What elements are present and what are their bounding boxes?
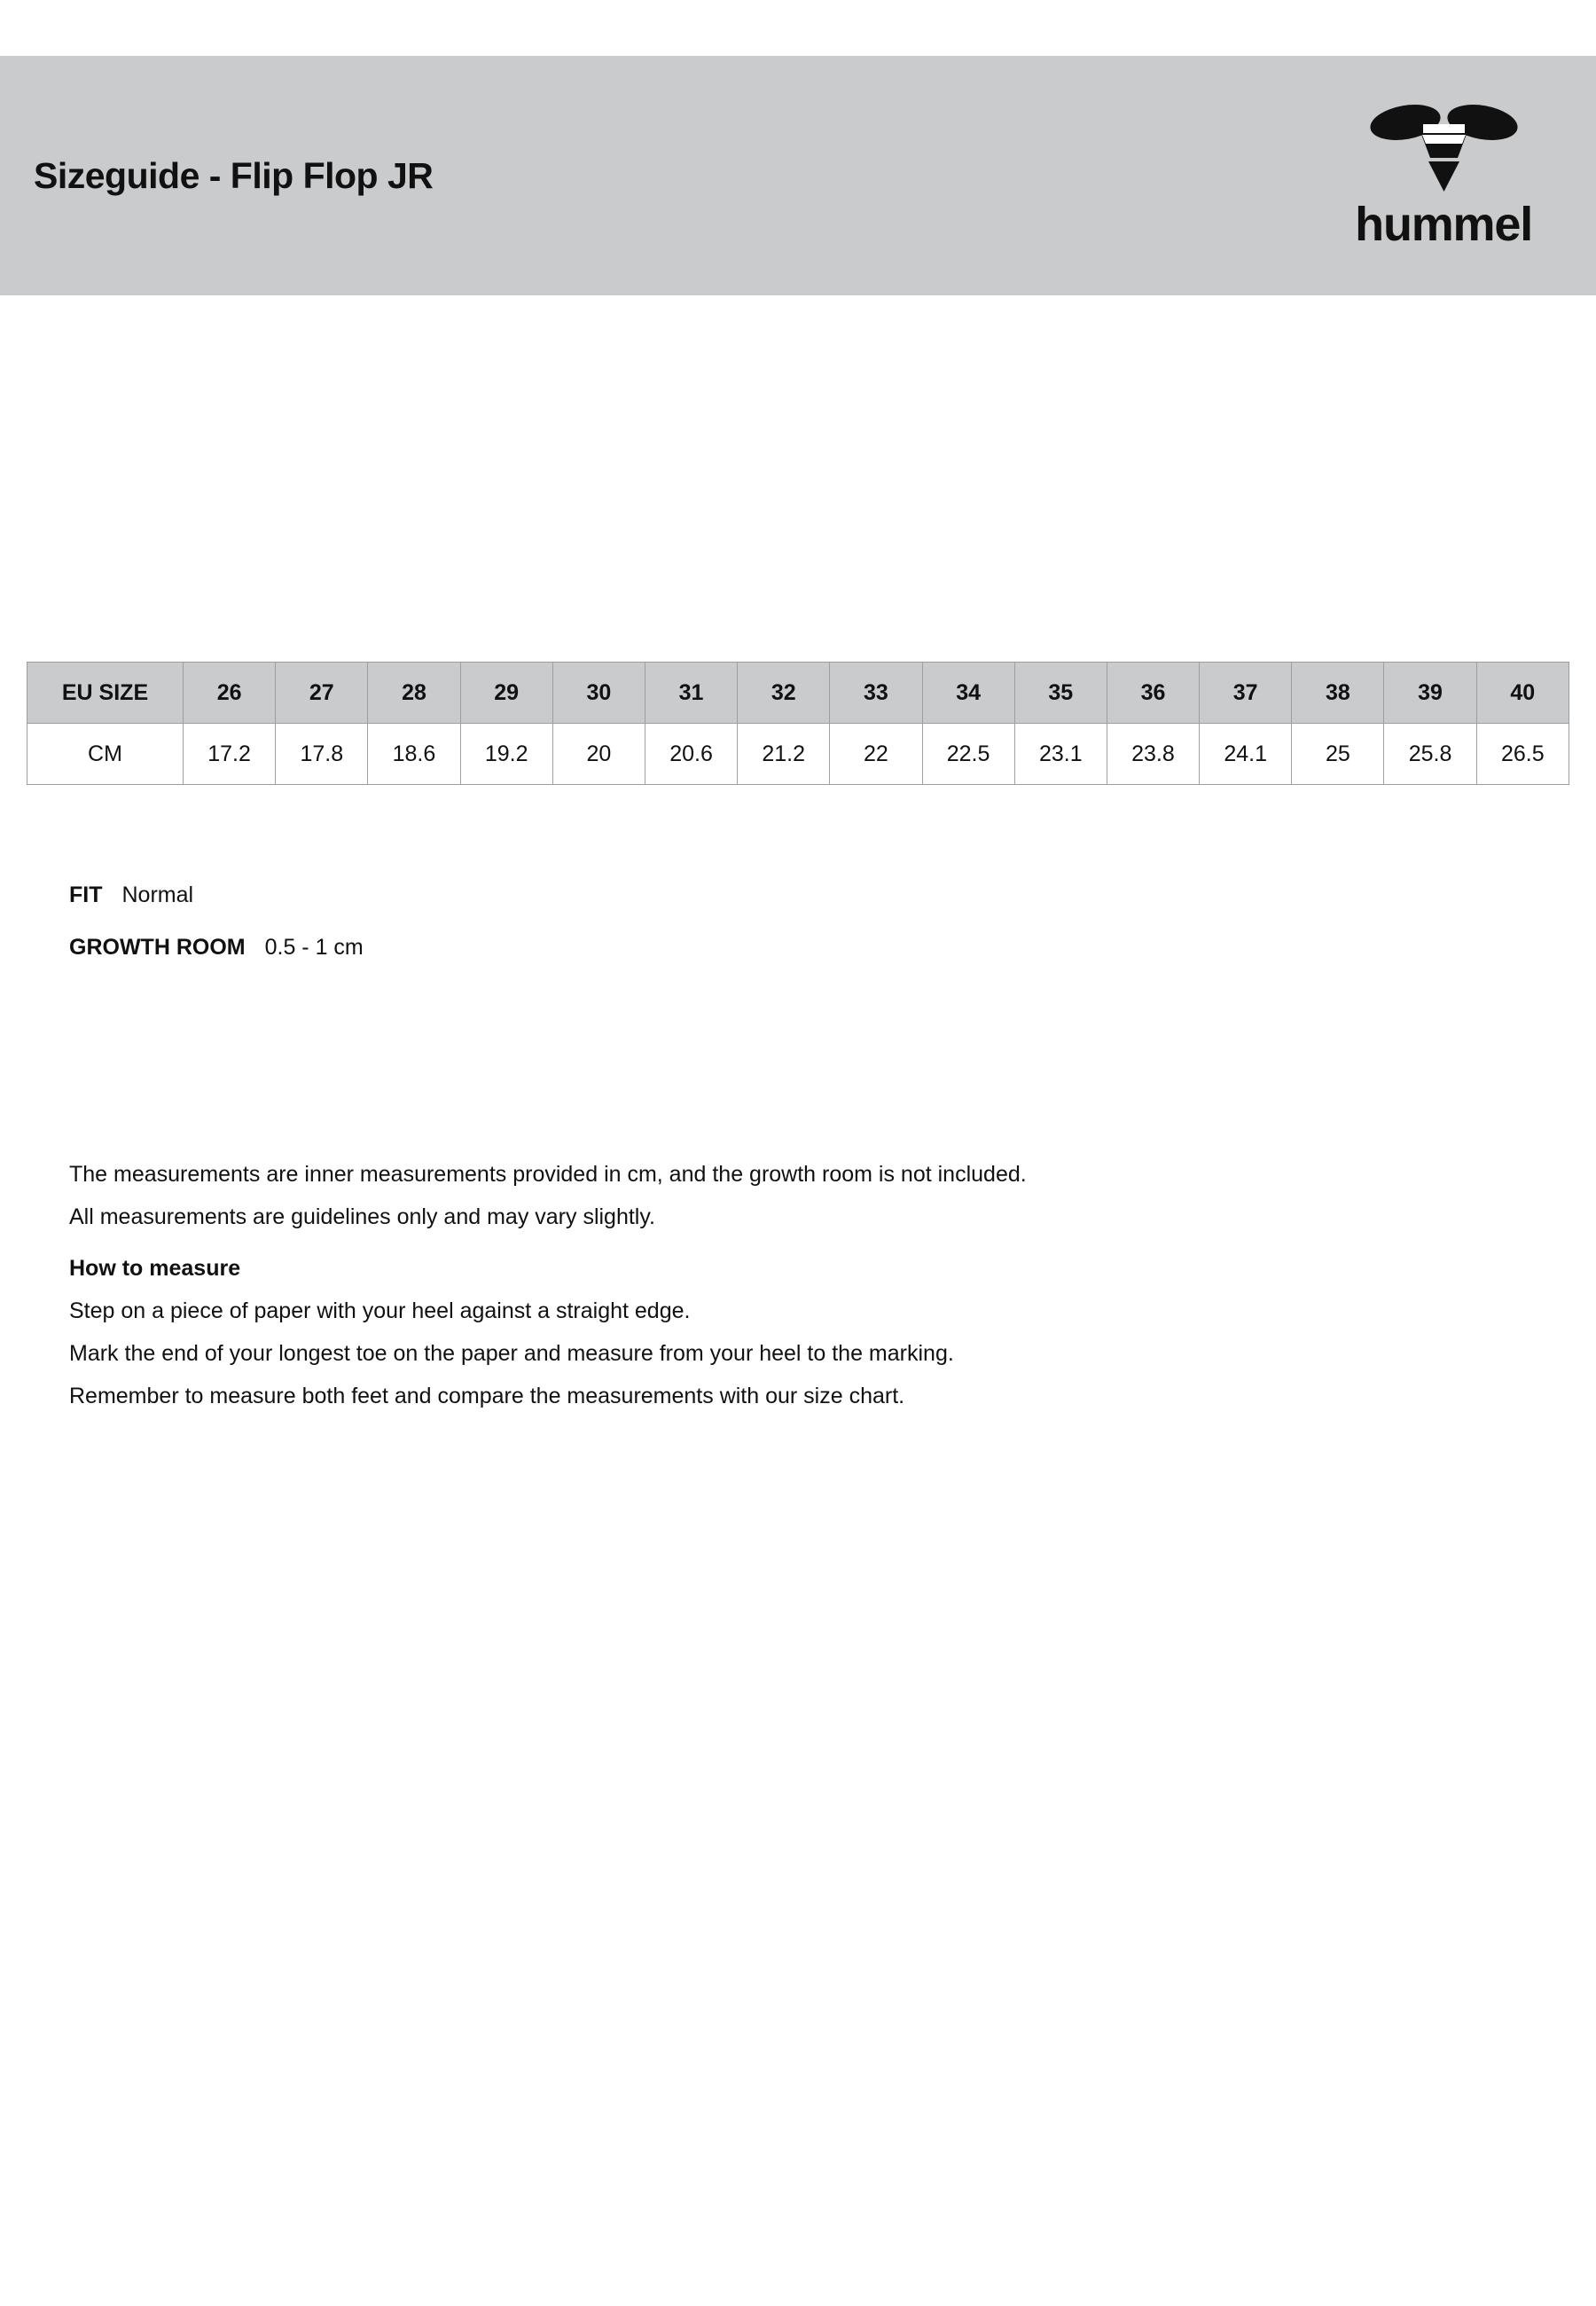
note-line: Remember to measure both feet and compare the measurements with our size chart. <box>69 1384 905 1408</box>
table-cell-size: 34 <box>922 663 1014 724</box>
note-line: Mark the end of your longest toe on the paper and measure from your heel to the marking. <box>69 1341 954 1366</box>
attribute-fit-value: Normal <box>121 882 194 907</box>
table-cell-cm: 20 <box>552 724 645 785</box>
table-cell-cm: 20.6 <box>645 724 737 785</box>
row-label-eu-size: EU SIZE <box>27 663 184 724</box>
table-cell-size: 29 <box>460 663 552 724</box>
attribute-growth-room <box>69 935 867 961</box>
table-cell-cm: 18.6 <box>368 724 460 785</box>
attribute-growth-room-label: GROWTH ROOM <box>69 935 246 960</box>
table-cell-size: 30 <box>552 663 645 724</box>
table-cell-cm: 19.2 <box>460 724 552 785</box>
header-band <box>0 56 1596 295</box>
table-row-cm <box>27 724 1569 785</box>
table-cell-size: 33 <box>830 663 922 724</box>
table-cell-size: 26 <box>184 663 276 724</box>
table-cell-cm: 17.8 <box>276 724 368 785</box>
notes-block <box>69 1153 1399 1417</box>
table-cell-size: 32 <box>738 663 830 724</box>
note-line: Step on a piece of paper with your heel against a straight edge. <box>69 1298 691 1323</box>
table-cell-size: 36 <box>1107 663 1199 724</box>
table-cell-size: 40 <box>1476 663 1569 724</box>
page-title: Sizeguide - Flip Flop JR <box>34 154 434 196</box>
table-cell-size: 38 <box>1292 663 1384 724</box>
table-cell-cm: 26.5 <box>1476 724 1569 785</box>
how-to-measure-heading: How to measure <box>69 1256 241 1281</box>
table-cell-size: 31 <box>645 663 737 724</box>
table-cell-cm: 25.8 <box>1384 724 1476 785</box>
attributes-block <box>69 882 867 987</box>
note-line: All measurements are guidelines only and may vary slightly. <box>69 1204 655 1229</box>
table-row-eu-size <box>27 663 1569 724</box>
table-cell-size: 35 <box>1014 663 1107 724</box>
brand-logo <box>1355 103 1541 251</box>
table-cell-size: 37 <box>1200 663 1292 724</box>
table-cell-cm: 17.2 <box>184 724 276 785</box>
attribute-fit <box>69 882 867 908</box>
attribute-growth-room-value: 0.5 - 1 cm <box>264 935 364 960</box>
table-cell-cm: 24.1 <box>1200 724 1292 785</box>
table-cell-cm: 22 <box>830 724 922 785</box>
table-cell-cm: 21.2 <box>738 724 830 785</box>
note-line: The measurements are inner measurements provided in cm, and the growth room is not included. <box>69 1162 1027 1187</box>
table-cell-cm: 22.5 <box>922 724 1014 785</box>
table-cell-cm: 23.8 <box>1107 724 1199 785</box>
table-cell-size: 27 <box>276 663 368 724</box>
row-label-cm: CM <box>27 724 184 785</box>
brand-wordmark: hummel <box>1355 198 1532 251</box>
size-chart-table <box>27 662 1569 785</box>
attribute-fit-label: FIT <box>69 882 103 907</box>
table-cell-cm: 25 <box>1292 724 1384 785</box>
table-cell-size: 28 <box>368 663 460 724</box>
table-cell-size: 39 <box>1384 663 1476 724</box>
hummel-bee-logo-icon <box>1366 103 1522 199</box>
table-cell-cm: 23.1 <box>1014 724 1107 785</box>
